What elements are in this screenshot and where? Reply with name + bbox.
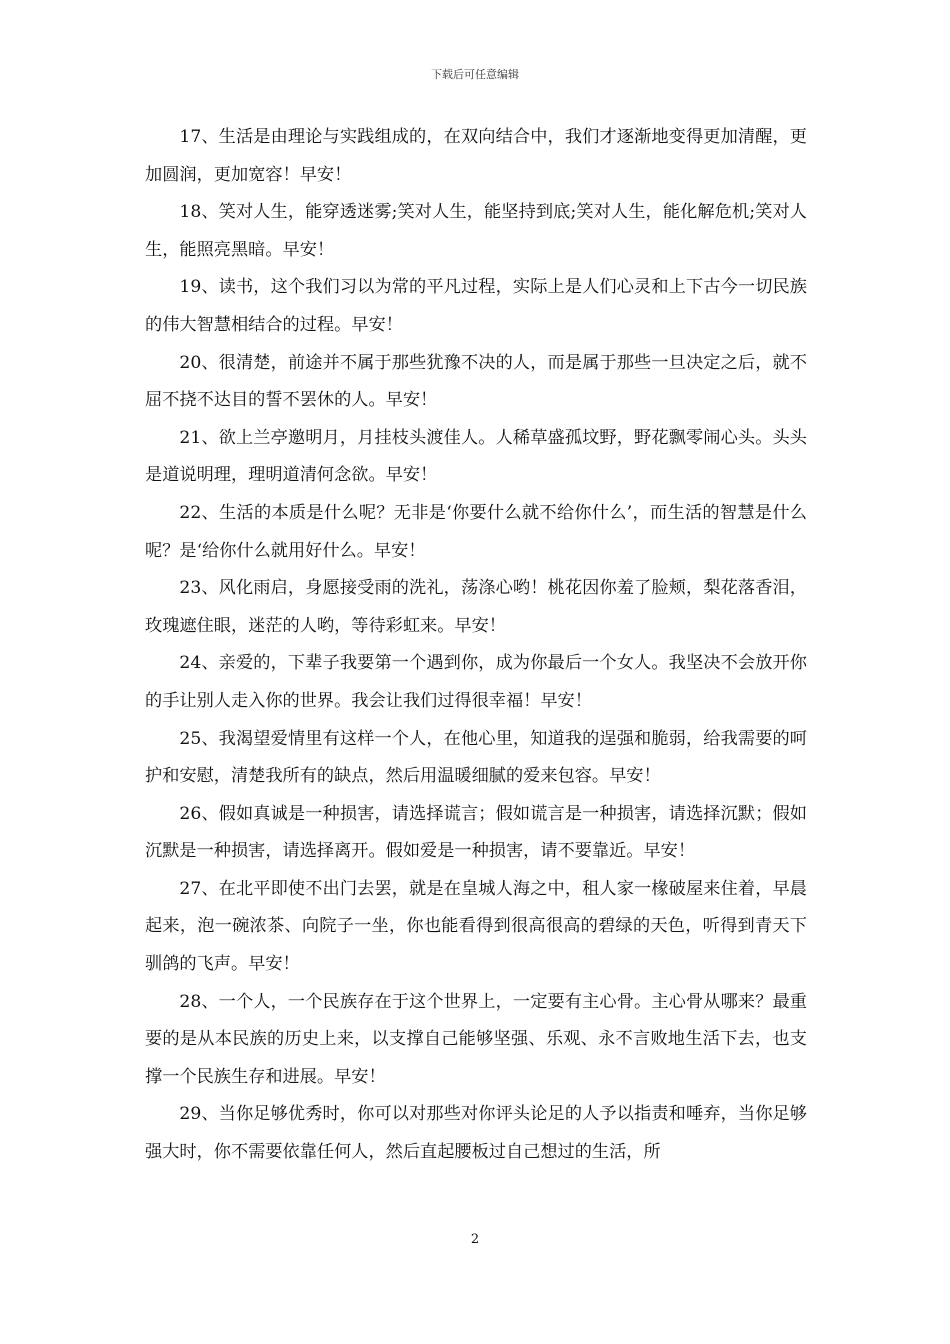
paragraph-24: 24、亲爱的，下辈子我要第一个遇到你，成为你最后一个女人。我坚决不会放开你的手让别人走入你的世界。我会让我们过得很幸福！早安！ xyxy=(145,653,807,711)
paragraph-22: 22、生活的本质是什么呢？无非是‘你要什么就不给你什么’，而生活的智慧是什么呢？是‘给你什么就用好什么。早安！ xyxy=(145,502,807,561)
paragraph-19: 19、读书，这个我们习以为常的平凡过程，实际上是人们心灵和上下古今一切民族的伟大智慧相结合的过程。早安！ xyxy=(145,277,807,335)
paragraph-28: 28、一个人，一个民族存在于这个世界上，一定要有主心骨。主心骨从哪来？最重要的是从本民族的历史上来，以支撑自己能够坚强、乐观、永不言败地生活下去，也支撑一个民族生存和进展。早安！ xyxy=(145,991,807,1087)
paragraph-21: 21、欲上兰亭邀明月，月挂枝头渡佳人。人稀草盛孤坟野，野花飘零闹心头。头头是道说明理，理明道清何念欲。早安！ xyxy=(145,427,807,486)
paragraph-17: 17、生活是由理论与实践组成的，在双向结合中，我们才逐渐地变得更加清醒，更加圆润，更加宽容！早安！ xyxy=(145,127,807,185)
page-number: 2 xyxy=(470,1232,480,1247)
paragraph-23: 23、风化雨启，身愿接受雨的洗礼，荡涤心哟！桃花因你羞了脸颊，梨花落香泪，玫瑰遮住眼，迷茫的人哟，等待彩虹来。早安！ xyxy=(145,578,807,636)
paragraph-27: 27、在北平即使不出门去罢，就是在皇城人海之中，租人家一椽破屋来住着，早晨起来，泡一碗浓茶、向院子一坐，你也能看得到很高很高的碧绿的天色，听得到青天下驯鸽的飞声。早安！ xyxy=(145,878,807,975)
paragraph-29: 29、当你足够优秀时，你可以对那些对你评头论足的人予以指责和唾弃，当你足够强大时，你不需要依靠任何人，然后直起腰板过自己想过的生活，所 xyxy=(145,1104,807,1163)
paragraph-26: 26、假如真诚是一种损害，请选择谎言；假如谎言是一种损害，请选择沉默；假如沉默是一种损害，请选择离开。假如爱是一种损害，请不要靠近。早安！ xyxy=(145,803,807,862)
paragraph-18: 18、笑对人生，能穿透迷雾;笑对人生，能坚持到底;笑对人生，能化解危机;笑对人生，能照亮黑暗。早安！ xyxy=(145,202,807,260)
paragraph-20: 20、很清楚，前途并不属于那些犹豫不决的人，而是属于那些一旦决定之后，就不屈不挠不达目的誓不罢休的人。早安！ xyxy=(145,352,807,411)
page-header: 下载后可任意编辑 xyxy=(431,68,519,81)
paragraph-25: 25、我渴望爱情里有这样一个人，在他心里，知道我的逞强和脆弱，给我需要的呵护和安慰，清楚我所有的缺点，然后用温暖细腻的爱来包容。早安！ xyxy=(145,728,807,787)
document-body xyxy=(145,119,807,1172)
